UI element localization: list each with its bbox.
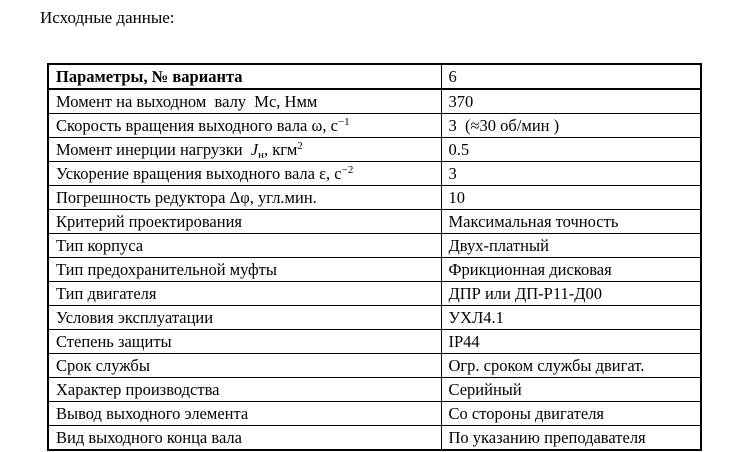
value-cell: 3 [441,162,701,186]
param-cell: Критерий проектирования [48,210,441,234]
value-cell: Максимальная точность [441,210,701,234]
table-row [48,330,701,354]
table-row [48,186,701,210]
value-cell: 0.5 [441,138,701,162]
param-cell: Тип предохранительной муфты [48,258,441,282]
param-cell: Степень защиты [48,330,441,354]
value-header-cell: 6 [441,64,701,89]
param-cell: Вид выходного конца вала [48,426,441,451]
table-row [48,354,701,378]
table-row [48,282,701,306]
table-header-row [48,64,701,89]
value-cell: УХЛ4.1 [441,306,701,330]
table-row [48,162,701,186]
value-cell: ДПР или ДП-Р11-Д00 [441,282,701,306]
value-cell: Со стороны двигателя [441,402,701,426]
param-cell: Скорость вращения выходного вала ω, $с^{-1}$ [48,114,441,138]
param-cell: Момент на выходном валу Мс, Нмм [48,89,441,114]
value-cell: Серийный [441,378,701,402]
value-cell: Фрикционная дисковая [441,258,701,282]
table-row [48,89,701,114]
param-cell: Характер производства [48,378,441,402]
value-cell: 3 (≈30 об/мин ) [441,114,701,138]
param-cell: Срок службы [48,354,441,378]
value-cell: IP44 [441,330,701,354]
param-cell: Условия эксплуатации [48,306,441,330]
table-row [48,138,701,162]
table-body [48,64,701,450]
value-cell: Огр. сроком службы двигат. [441,354,701,378]
param-cell: Момент инерции нагрузки $J_н$, кгм$^2$ [48,138,441,162]
value-cell: По указанию преподавателя [441,426,701,451]
table-row [48,234,701,258]
parameters-table [47,63,702,451]
param-cell: Ускорение вращения выходного вала ε, $с^{-2}$ [48,162,441,186]
page-title: Исходные данные: [40,8,175,27]
value-cell: Двух-платный [441,234,701,258]
table-row [48,378,701,402]
value-cell: 10 [441,186,701,210]
table-row [48,114,701,138]
param-cell: Погрешность редуктора Δφ, угл.мин. [48,186,441,210]
param-cell: Тип корпуса [48,234,441,258]
param-header-cell: Параметры, № варианта [48,64,441,89]
param-cell: Вывод выходного элемента [48,402,441,426]
value-cell: 370 [441,89,701,114]
table-row [48,210,701,234]
table-row [48,426,701,451]
table-row [48,402,701,426]
table-row [48,306,701,330]
table-row [48,258,701,282]
param-cell: Тип двигателя [48,282,441,306]
